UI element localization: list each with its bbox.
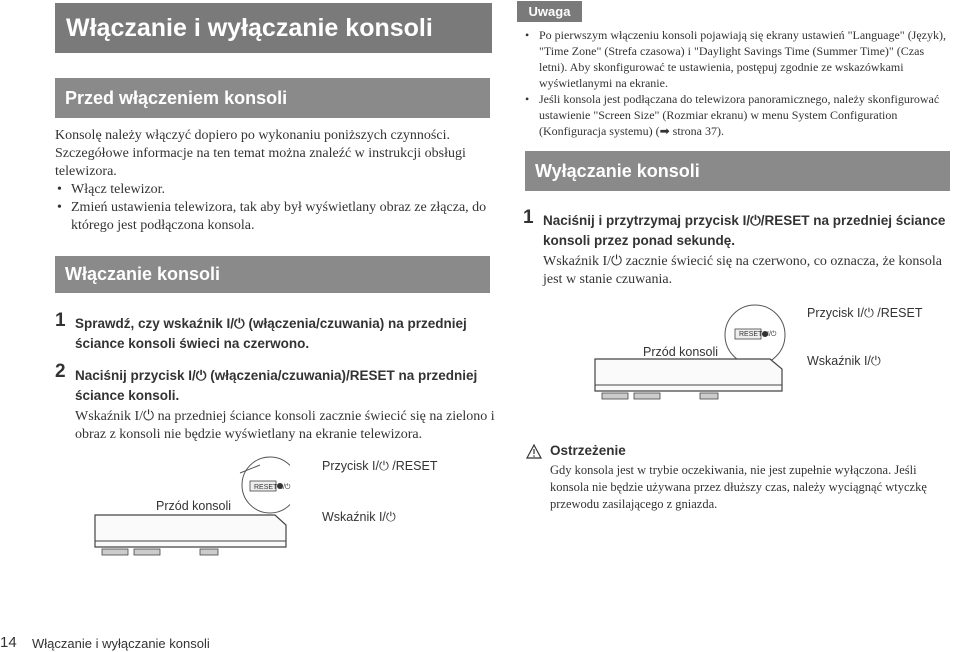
page-title: Włączanie i wyłączanie konsoli: [55, 3, 492, 53]
indicator-label: Wskaźnik I/⏻: [807, 354, 881, 368]
button-label: Przycisk I/⏻ /RESET: [322, 459, 438, 473]
off-step-instruction: Naciśnij i przytrzymaj przycisk I/⏻/RESET na przedniej ściance konsoli przez ponad sekundę.: [543, 213, 946, 248]
power-mark: I/⏻: [767, 331, 777, 338]
page-number: 14: [0, 634, 17, 651]
list-item: • Po pierwszym włączeniu konsoli pojawiają się ekrany ustawień "Language" (Język), "Time Zone" (Strefa czasowa) i "Daylight Savings Time (Summer Time)" (Czas letni). Aby skonfigurować te ustawienia, postępuj zgodnie ze wskazówkami wyświetlanymi na ekranie.: [525, 27, 947, 91]
step-1-instruction: Sprawdź, czy wskaźnik I/⏻ (włączenia/czuwania) na przedniej ściance konsoli świeci na czerwono.: [75, 316, 467, 351]
reset-mark: RESET: [254, 484, 278, 491]
note-list: [525, 27, 947, 139]
warning-title: Ostrzeżenie: [550, 443, 626, 458]
off-step-description: Wskaźnik I/⏻ zacznie świecić się na czerwono, co oznacza, że konsola jest w stanie czuwania.: [543, 254, 942, 287]
step-number: 2: [55, 361, 66, 382]
note-label: Uwaga: [517, 1, 582, 22]
step-2-description: Wskaźnik I/⏻ na przedniej ściance konsoli zacznie świecić się na zielono i obraz z konsoli nie będzie wyświetlany na ekranie telewizora.: [75, 409, 495, 442]
list-item: • Jeśli konsola jest podłączana do telewizora panoramicznego, należy skonfigurować ustawienie "Screen Size" (Rozmiar ekranu) w menu System Configuration (Konfiguracja systemu) (➡ strona 37).: [525, 91, 947, 139]
step-2-instruction: Naciśnij przycisk I/⏻ (włączenia/czuwania)/RESET na przedniej ściance konsoli.: [75, 368, 478, 403]
reset-mark: RESET: [739, 331, 763, 338]
section-heading-before: Przed włączeniem konsoli: [55, 78, 490, 118]
step-number: 1: [55, 310, 66, 331]
step-number: 1: [523, 207, 534, 228]
front-label: Przód konsoli: [643, 345, 719, 359]
button-label: Przycisk I/⏻ /RESET: [807, 306, 923, 320]
list-item: • Zmień ustawienia telewizora, tak aby był wyświetlany obraz ze złącza, do którego jest podłączona konsola.: [57, 199, 497, 235]
section-heading-off: Wyłączanie konsoli: [525, 151, 950, 191]
warning-text: Gdy konsola jest w trybie oczekiwania, nie jest zupełnie wyłączona. Jeśli konsola nie będzie używana przez dłuższy czas, należy wyciągnąć wtyczkę przewodu zasilającego z gniazda.: [550, 463, 927, 511]
power-mark: I/⏻: [281, 484, 291, 491]
indicator-label: Wskaźnik I/⏻: [322, 510, 396, 524]
warning-icon: [526, 444, 542, 459]
bullet-list: [57, 181, 497, 235]
list-item: • Włącz telewizor.: [57, 181, 497, 199]
footer-title: Włączanie i wyłączanie konsoli: [32, 636, 210, 651]
front-label: Przód konsoli: [156, 499, 232, 513]
section-heading-on: Włączanie konsoli: [55, 256, 490, 293]
before-paragraph: Konsolę należy włączyć dopiero po wykonaniu poniższych czynności. Szczegółowe informacje na ten temat można znaleźć w instrukcji obsługi telewizora.: [55, 128, 466, 179]
